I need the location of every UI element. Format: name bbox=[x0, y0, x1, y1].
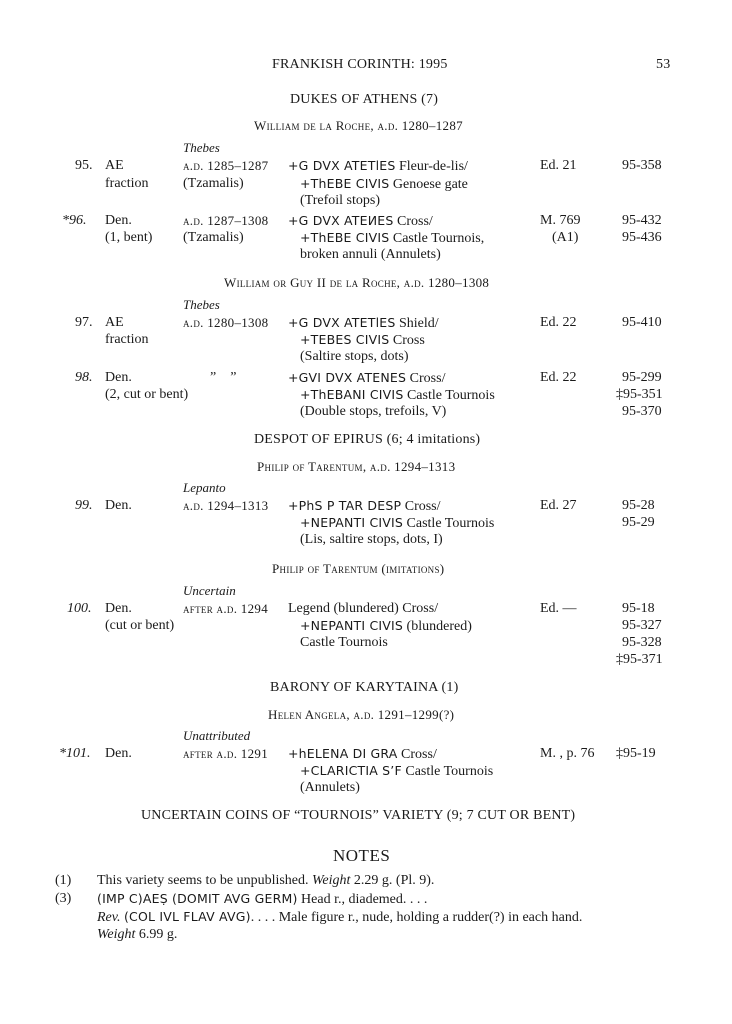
mint-label: Unattributed bbox=[183, 728, 251, 743]
entry-number: 95. bbox=[75, 158, 93, 173]
reverse-legend: +CLARICTIA S’F bbox=[300, 763, 402, 778]
obverse-legend: +PhS P TAR DESP bbox=[288, 498, 402, 513]
reference: Ed. — bbox=[540, 601, 577, 616]
section-heading-dukes: DUKES OF ATHENS (7) bbox=[290, 92, 439, 107]
denomination: AE bbox=[105, 315, 124, 330]
note-label: (3) bbox=[55, 891, 72, 906]
rev-label: Rev. bbox=[97, 910, 121, 925]
entry-note: (Lis, saltire stops, dots, I) bbox=[300, 532, 443, 547]
date: a.d. 1285–1287 bbox=[183, 158, 269, 173]
note-label: (1) bbox=[55, 873, 72, 888]
reverse-legend: +ThEBANI CIVIS bbox=[300, 387, 404, 402]
reverse-legend: +NEPANTI CIVIS bbox=[300, 618, 404, 633]
entry-note: (Saltire stops, dots) bbox=[300, 349, 409, 364]
denomination: AE bbox=[105, 158, 124, 173]
reverse-type: Castle Tournois, bbox=[392, 231, 485, 246]
inventory-number: ‡95-351 bbox=[616, 387, 663, 402]
obverse-type: Shield/ bbox=[398, 316, 439, 331]
inventory-number: 95-358 bbox=[622, 158, 662, 173]
inventory-number: 95-18 bbox=[622, 601, 655, 616]
obverse-type: Cross/ bbox=[409, 371, 446, 386]
mint-label: Thebes bbox=[183, 140, 220, 155]
mint-label: Lepanto bbox=[183, 480, 226, 495]
notes-title: NOTES bbox=[333, 846, 391, 865]
section-heading-uncertain: UNCERTAIN COINS OF “TOURNOIS” VARIETY (9; 7 CUT OR BENT) bbox=[141, 808, 576, 823]
mint-label: Uncertain bbox=[183, 583, 236, 598]
entry-number: *101. bbox=[59, 746, 91, 761]
obverse-type: Fleur-de-lis/ bbox=[398, 159, 468, 174]
inventory-number: 95-370 bbox=[622, 404, 662, 419]
reverse-type: (blundered) bbox=[406, 619, 472, 634]
note-3-weight bbox=[97, 926, 177, 943]
obverse-type: Cross/ bbox=[397, 214, 433, 229]
inventory-number: 95-432 bbox=[622, 213, 662, 228]
page-number: 53 bbox=[656, 57, 671, 72]
entry-note: (Annulets) bbox=[300, 780, 360, 795]
denomination: Den. bbox=[105, 498, 132, 513]
reference: Ed. 27 bbox=[540, 498, 577, 513]
mint-label: Thebes bbox=[183, 297, 220, 312]
date: after a.d. 1291 bbox=[183, 746, 269, 761]
note-3-obverse: (IMP C)AEṢ (DOMIT AVG GERM) Head r., diademed. . . . bbox=[97, 891, 428, 907]
subheading-philip-imitations: Philip of Tarentum (imitations) bbox=[272, 561, 445, 576]
date: a.d. 1294–1313 bbox=[183, 498, 269, 513]
note-1-text: This variety seems to be unpublished. Weight 2.29 g. (Pl. 9). bbox=[97, 873, 435, 888]
date: a.d. 1280–1308 bbox=[183, 315, 269, 330]
entry-note: broken annuli (Annulets) bbox=[300, 247, 441, 262]
section-heading-despot: DESPOT OF EPIRUS (6; 4 imitations) bbox=[254, 432, 481, 447]
inventory-number: 95-29 bbox=[622, 515, 655, 530]
subheading-philip: Philip of Tarentum, a.d. 1294–1313 bbox=[257, 459, 456, 474]
weight-label: Weight bbox=[97, 927, 136, 942]
inventory-number: ‡95-19 bbox=[616, 746, 656, 761]
denomination: Den. bbox=[105, 746, 132, 761]
denomination-detail: fraction bbox=[105, 176, 149, 191]
reverse-type: Castle Tournois bbox=[406, 388, 495, 403]
obverse-legend: +G DVX ATETlES bbox=[288, 315, 396, 330]
denomination-detail: (1, bent) bbox=[105, 230, 153, 245]
subheading-william-or-guy: William or Guy II de la Roche, a.d. 1280–1308 bbox=[224, 275, 490, 290]
entry-note: (Trefoil stops) bbox=[300, 193, 380, 208]
note-reverse-legend: (COL IVL FLAV AVG) bbox=[123, 909, 251, 924]
reverse-type: Genoese gate bbox=[392, 177, 468, 192]
reverse-legend: +NEPANTI CIVIS bbox=[300, 515, 404, 530]
obverse-type: Cross/ bbox=[402, 601, 439, 616]
entry-number: *96. bbox=[62, 213, 87, 228]
entry-note: Castle Tournois bbox=[300, 635, 388, 650]
subheading-william: William de la Roche, a.d. 1280–1287 bbox=[254, 118, 463, 133]
reference: Ed. 22 bbox=[540, 370, 577, 385]
denomination: Den. bbox=[105, 213, 132, 228]
reverse-legend: +ThEBE CIVIS bbox=[300, 176, 390, 191]
inventory-number: 95-410 bbox=[622, 315, 662, 330]
obverse-legend: +GVI DVX ATENES bbox=[288, 370, 407, 385]
entry-number: 97. bbox=[75, 315, 93, 330]
entry-number: 98. bbox=[75, 370, 93, 385]
ditto-marks: ” ” bbox=[210, 370, 237, 385]
weight-value: 6.99 g. bbox=[138, 927, 178, 942]
obverse-legend: +G DVX ATETlES bbox=[288, 158, 396, 173]
date: a.d. 1287–1308 bbox=[183, 213, 269, 228]
entry-note: (Double stops, trefoils, V) bbox=[300, 404, 447, 419]
denomination-detail: fraction bbox=[105, 332, 149, 347]
reverse-type: Cross bbox=[392, 333, 425, 348]
reference: Ed. 21 bbox=[540, 158, 577, 173]
obverse-type: Cross/ bbox=[401, 747, 437, 762]
inventory-number: 95-436 bbox=[622, 230, 662, 245]
obverse-legend: Legend (blundered) bbox=[288, 601, 399, 616]
inventory-number: ‡95-371 bbox=[616, 652, 663, 667]
note-obverse-legend: (IMP C)AEṢ (DOMIT AVG GERM) bbox=[97, 891, 298, 906]
reference: M. 769 bbox=[540, 213, 581, 228]
reverse-legend: +TEBES CIVIS bbox=[300, 332, 390, 347]
denomination-detail: (2, cut or bent) bbox=[105, 387, 189, 402]
inventory-number: 95-299 bbox=[622, 370, 662, 385]
weight-label: Weight bbox=[312, 873, 351, 888]
denomination: Den. bbox=[105, 601, 132, 616]
weight-value: 2.29 g. (Pl. 9). bbox=[353, 873, 435, 888]
date-detail: (Tzamalis) bbox=[183, 230, 244, 245]
denomination: Den. bbox=[105, 370, 132, 385]
inventory-number: 95-327 bbox=[622, 618, 662, 633]
reverse-legend: +ThEBE CIVIS bbox=[300, 230, 390, 245]
entry-number: 99. bbox=[75, 498, 93, 513]
inventory-number: 95-328 bbox=[622, 635, 662, 650]
note-3-reverse: Rev. (COL IVL FLAV AVG). . . . Male figure r., nude, holding a rudder(?) in each hand. bbox=[97, 909, 583, 925]
running-head-title: FRANKISH CORINTH: 1995 bbox=[272, 57, 448, 72]
obverse-legend: +G DVX ATEИES bbox=[288, 213, 394, 228]
reference-detail: (A1) bbox=[552, 230, 579, 245]
section-heading-barony: BARONY OF KARYTAINA (1) bbox=[270, 680, 459, 695]
reverse-type: Castle Tournois bbox=[405, 764, 494, 779]
obverse-legend: +hELENA DI GRA bbox=[288, 746, 398, 761]
denomination-detail: (cut or bent) bbox=[105, 618, 175, 633]
inventory-number: 95-28 bbox=[622, 498, 655, 513]
obverse-type: Cross/ bbox=[404, 499, 441, 514]
reference: Ed. 22 bbox=[540, 315, 577, 330]
subheading-helen: Helen Angela, a.d. 1291–1299(?) bbox=[268, 707, 455, 722]
reverse-type: Castle Tournois bbox=[406, 516, 495, 531]
date-detail: (Tzamalis) bbox=[183, 176, 244, 191]
reference: M. , p. 76 bbox=[540, 746, 595, 761]
entry-number: 100. bbox=[67, 601, 92, 616]
date: after a.d. 1294 bbox=[183, 601, 269, 616]
